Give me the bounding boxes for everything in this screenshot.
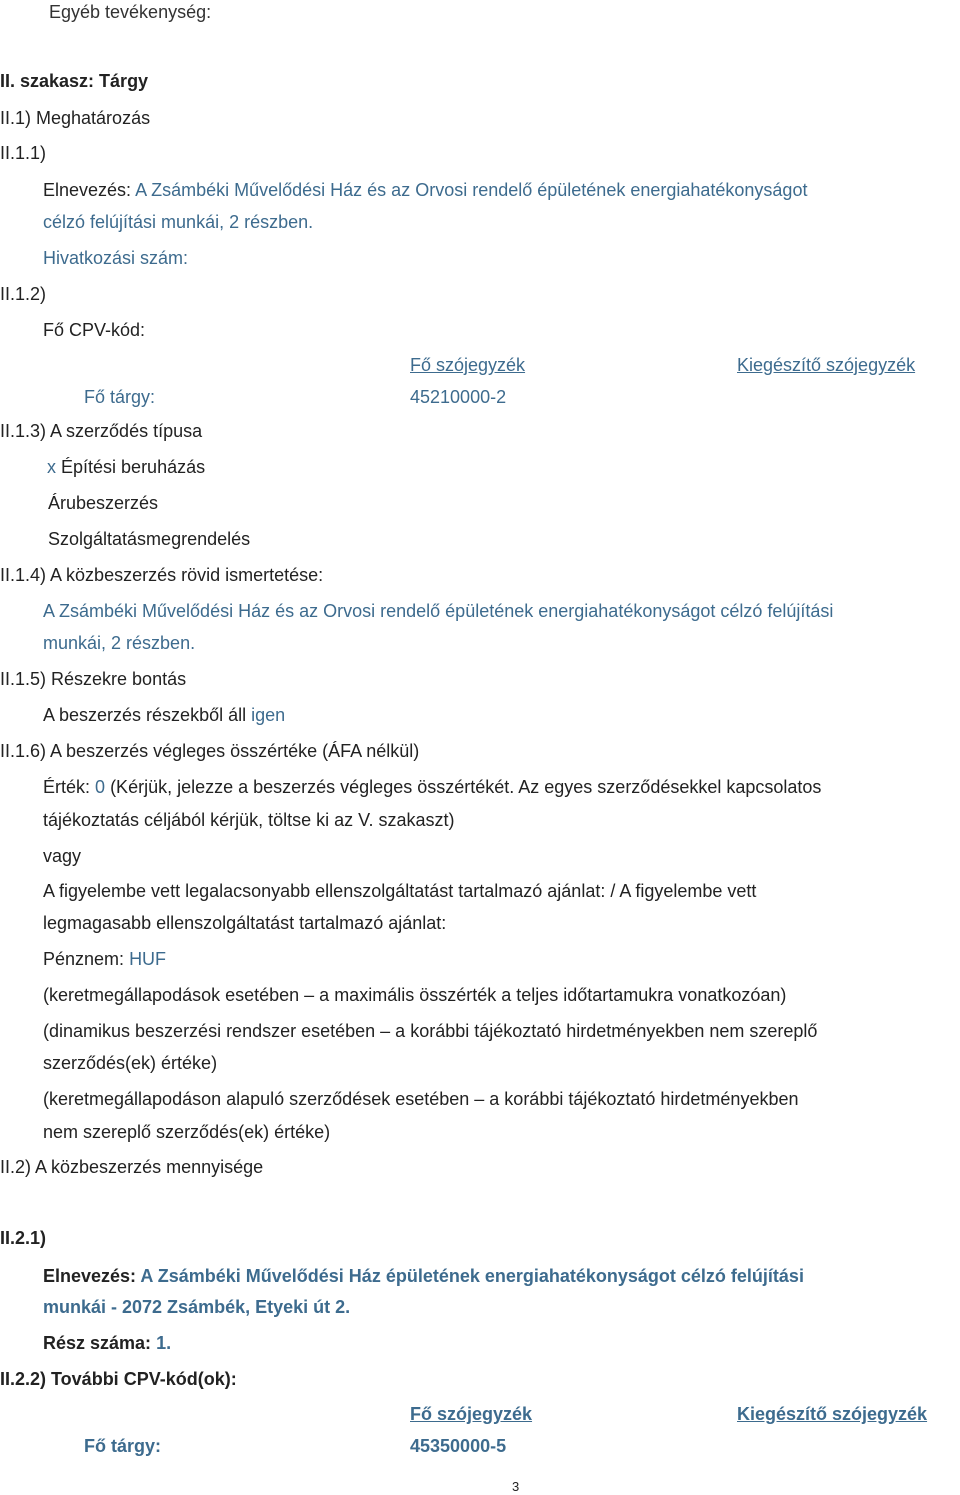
ii-1-5-heading: II.1.5) Részekre bontás: [0, 669, 187, 689]
ii-1-6-heading: II.1.6) A beszerzés végleges összértéke (ÁFA nélkül): [0, 741, 420, 761]
lots-row: [43, 704, 285, 726]
short-description-cont: munkái, 2 részben.: [43, 633, 196, 653]
section-title: II. szakasz: Tárgy: [0, 71, 149, 91]
currency-value: HUF: [129, 949, 167, 969]
value-note-cont: tájékoztatás céljából kérjük, töltse ki az V. szakaszt): [43, 810, 455, 830]
reference-label: Hivatkozási szám:: [43, 248, 189, 268]
ii-1-1-heading: II.1.1): [0, 143, 47, 163]
main-vocabulary-header: Fő szójegyzék: [410, 355, 526, 375]
or-text: vagy: [43, 846, 82, 866]
framework-note: (keretmegállapodások esetében – a maximális összérték a teljes időtartamukra vonatkozóan): [43, 985, 787, 1005]
value-amount: 0: [95, 777, 106, 797]
name-value: A Zsámbéki Művelődési Ház és az Orvosi rendelő épületének energiahatékonyságot: [135, 180, 808, 200]
value-label: Érték:: [43, 777, 91, 797]
cpv-label: Fő CPV-kód:: [43, 320, 146, 340]
main-object-code: 45210000-2: [410, 387, 507, 407]
name-row: [43, 179, 807, 201]
lot-number-value: 1.: [156, 1333, 172, 1353]
supplementary-vocabulary-header: Kiegészítő szójegyzék: [737, 355, 916, 375]
lot-name-label: Elnevezés:: [43, 1266, 137, 1286]
value-note: (Kérjük, jelezze a beszerzés végleges összértékét. Az egyes szerződésekkel kapcsolatos: [110, 777, 822, 797]
ii-1-4-heading: II.1.4) A közbeszerzés rövid ismertetése:: [0, 565, 324, 585]
lot-main-object-code: 45350000-5: [410, 1436, 507, 1456]
currency-row: [43, 948, 166, 970]
definition-heading: II.1) Meghatározás: [0, 108, 151, 128]
lot-name-row: [43, 1265, 804, 1287]
lot-name-value-cont: munkái - 2072 Zsámbék, Etyeki út 2.: [43, 1297, 351, 1317]
option-label: Építési beruházás: [61, 457, 206, 477]
framework-contract-note-cont: nem szereplő szerződés(ek) értéke): [43, 1122, 331, 1142]
contract-type-option: [47, 456, 205, 478]
lot-number-row: [43, 1332, 171, 1354]
other-activity-label: Egyéb tevékenység:: [49, 2, 212, 22]
dps-note-cont: szerződés(ek) értéke): [43, 1053, 218, 1073]
ii-2-heading: II.2) A közbeszerzés mennyisége: [0, 1157, 264, 1177]
ii-1-2-heading: II.1.2): [0, 284, 47, 304]
offer-range-text: A figyelembe vett legalacsonyabb ellenszolgáltatást tartalmazó ajánlat: / A figyelembe vett: [43, 881, 757, 901]
ii-2-2-heading: II.2.2) További CPV-kód(ok):: [0, 1369, 237, 1389]
name-value-cont: célzó felújítási munkái, 2 részben.: [43, 212, 314, 232]
selected-mark: x: [47, 457, 56, 477]
currency-label: Pénznem:: [43, 949, 125, 969]
framework-contract-note: (keretmegállapodáson alapuló szerződések esetében – a korábbi tájékoztató hirdetményekben: [43, 1089, 799, 1109]
lot-supplementary-vocabulary-header: Kiegészítő szójegyzék: [737, 1404, 928, 1424]
lots-value: igen: [251, 705, 286, 725]
lot-name-value: A Zsámbéki Művelődési Ház épületének energiahatékonyságot célzó felújítási: [140, 1266, 804, 1286]
name-label: Elnevezés:: [43, 180, 132, 200]
ii-1-3-heading: II.1.3) A szerződés típusa: [0, 421, 203, 441]
lots-text: A beszerzés részekből áll: [43, 705, 247, 725]
lot-main-vocabulary-header: Fő szójegyzék: [410, 1404, 533, 1424]
short-description: A Zsámbéki Művelődési Ház és az Orvosi rendelő épületének energiahatékonyságot célzó felújítási: [43, 601, 834, 621]
contract-type-option: Szolgáltatásmegrendelés: [48, 529, 251, 549]
dps-note: (dinamikus beszerzési rendszer esetében – a korábbi tájékoztató hirdetményekben nem szereplő: [43, 1021, 818, 1041]
page-number: 3: [512, 1479, 520, 1494]
contract-type-option: Árubeszerzés: [48, 493, 159, 513]
lot-main-object-label: Fő tárgy:: [84, 1436, 162, 1456]
main-object-label: Fő tárgy:: [84, 387, 156, 407]
ii-2-1-heading: II.2.1): [0, 1228, 47, 1248]
offer-range-text-cont: legmagasabb ellenszolgáltatást tartalmazó ajánlat:: [43, 913, 447, 933]
lot-number-label: Rész száma:: [43, 1333, 152, 1353]
total-value-row: [43, 776, 821, 798]
